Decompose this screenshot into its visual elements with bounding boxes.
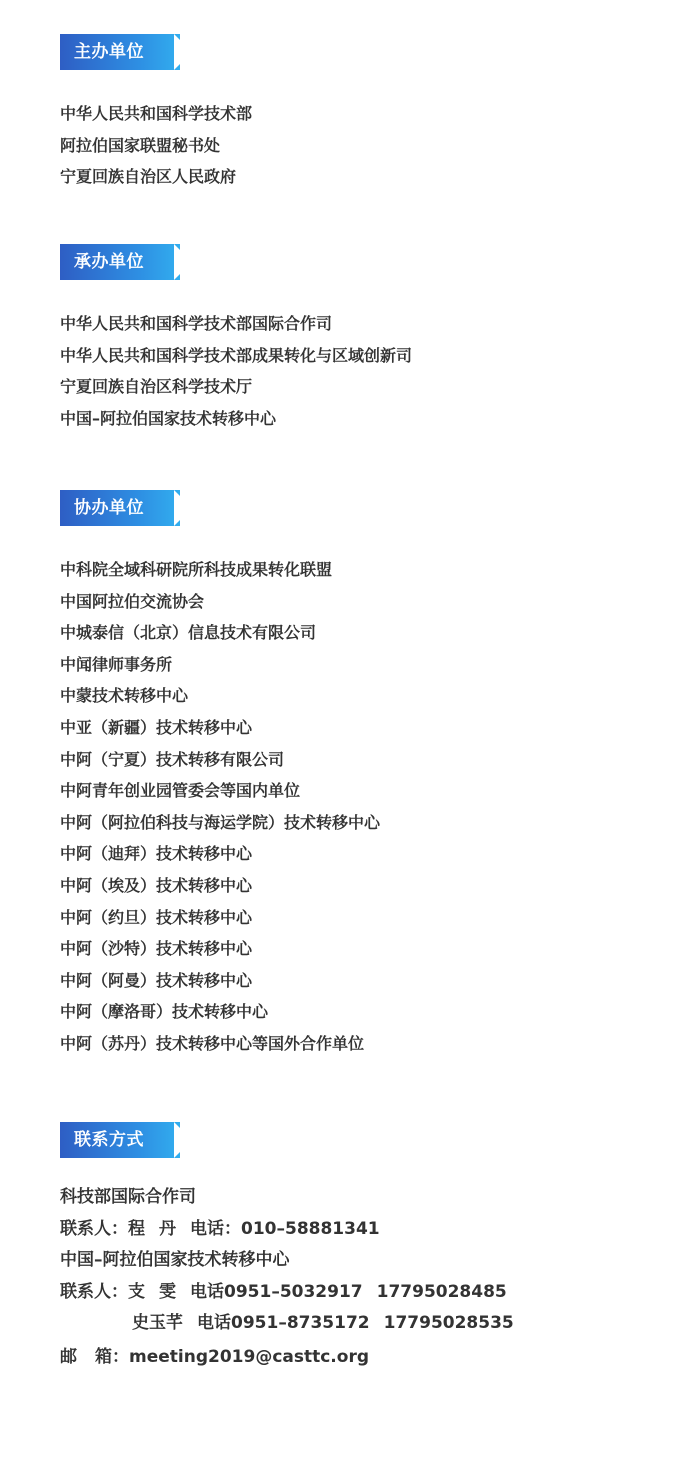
section-tag <box>60 490 192 526</box>
contact-org: 科技部国际合作司 <box>60 1187 196 1207</box>
list-item: 中阿（摩洛哥）技术转移中心 <box>60 1002 269 1022</box>
list-item: 中阿（沙特）技术转移中心 <box>60 939 253 959</box>
list-item: 中阿（埃及）技术转移中心 <box>60 875 253 895</box>
tag-arrow-icon <box>174 1122 192 1158</box>
tag-arrow-icon <box>174 490 192 526</box>
list-item: 中华人民共和国科学技术部 <box>60 104 253 123</box>
list-item: 中闻律师事务所 <box>60 654 173 674</box>
contact-mobile: 17795028485 <box>376 1281 507 1302</box>
list-item: 中国–阿拉伯国家技术转移中心 <box>60 408 277 428</box>
list-item: 中国阿拉伯交流协会 <box>60 591 205 611</box>
list-item: 中阿（阿曼）技术转移中心 <box>60 970 253 990</box>
tag-arrow-icon <box>174 244 192 280</box>
contact-name: 史玉芊 <box>132 1313 183 1334</box>
list-item: 宁夏回族自治区科学技术厅 <box>60 377 253 397</box>
list-item: 阿拉伯国家联盟秘书处 <box>60 135 221 155</box>
contact-mobile: 17795028535 <box>383 1313 514 1334</box>
contact-person-line <box>60 1277 680 1309</box>
section-title: 承办单位 <box>74 252 144 272</box>
contact-phone: 电话0951–5032917 <box>190 1281 363 1302</box>
contact-name: 支 <box>128 1281 145 1302</box>
list-item: 中亚（新疆）技术转移中心 <box>60 717 253 737</box>
organizer-list <box>60 308 680 434</box>
contact-person-line <box>60 1308 680 1340</box>
list-item: 中华人民共和国科学技术部国际合作司 <box>60 314 333 333</box>
tag-arrow-icon <box>174 34 192 70</box>
list-item: 中阿（约旦）技术转移中心 <box>60 907 253 927</box>
contact-phone: 电话：010–58881341 <box>190 1218 380 1239</box>
email-link[interactable]: meeting2019@casttc.org <box>129 1346 370 1367</box>
contact-person-line <box>60 1214 680 1246</box>
list-item: 中阿（苏丹）技术转移中心等国外合作单位 <box>60 1033 365 1053</box>
list-item: 中科院全域科研院所科技成果转化联盟 <box>60 560 333 579</box>
list-item: 中阿青年创业园管委会等国内单位 <box>60 781 301 801</box>
list-item: 中华人民共和国科学技术部成果转化与区域创新司 <box>60 345 413 365</box>
contact-name: 丹 <box>159 1218 176 1239</box>
section-contact <box>60 1122 680 1374</box>
section-tag <box>60 1122 192 1158</box>
section-organizer <box>60 244 680 434</box>
list-item: 宁夏回族自治区人民政府 <box>60 167 237 187</box>
section-title: 协办单位 <box>74 498 144 518</box>
section-tag <box>60 34 192 70</box>
contact-email-line <box>60 1342 680 1374</box>
list-item: 中阿（阿拉伯科技与海运学院）技术转移中心 <box>60 812 381 832</box>
list-item: 中蒙技术转移中心 <box>60 686 189 706</box>
contact-label: 联系人： <box>60 1218 128 1239</box>
contact-name: 程 <box>128 1218 145 1239</box>
contact-label: 联系人： <box>60 1281 128 1302</box>
contact-org: 中国–阿拉伯国家技术转移中心 <box>60 1250 290 1271</box>
section-title: 联系方式 <box>74 1130 144 1150</box>
email-label: 箱： <box>95 1346 129 1367</box>
organizer-list <box>60 98 680 193</box>
email-label: 邮 <box>60 1346 77 1367</box>
section-title: 主办单位 <box>74 42 144 62</box>
section-co-organizer <box>60 490 680 1060</box>
section-host <box>60 34 680 193</box>
contact-name: 雯 <box>159 1281 176 1302</box>
contact-phone: 电话0951–8735172 <box>197 1313 370 1334</box>
list-item: 中阿（迪拜）技术转移中心 <box>60 844 253 864</box>
organizer-list <box>60 554 680 1060</box>
list-item: 中阿（宁夏）技术转移有限公司 <box>60 749 285 769</box>
contact-list <box>60 1182 680 1374</box>
list-item: 中城泰信（北京）信息技术有限公司 <box>60 623 317 643</box>
section-tag <box>60 244 192 280</box>
